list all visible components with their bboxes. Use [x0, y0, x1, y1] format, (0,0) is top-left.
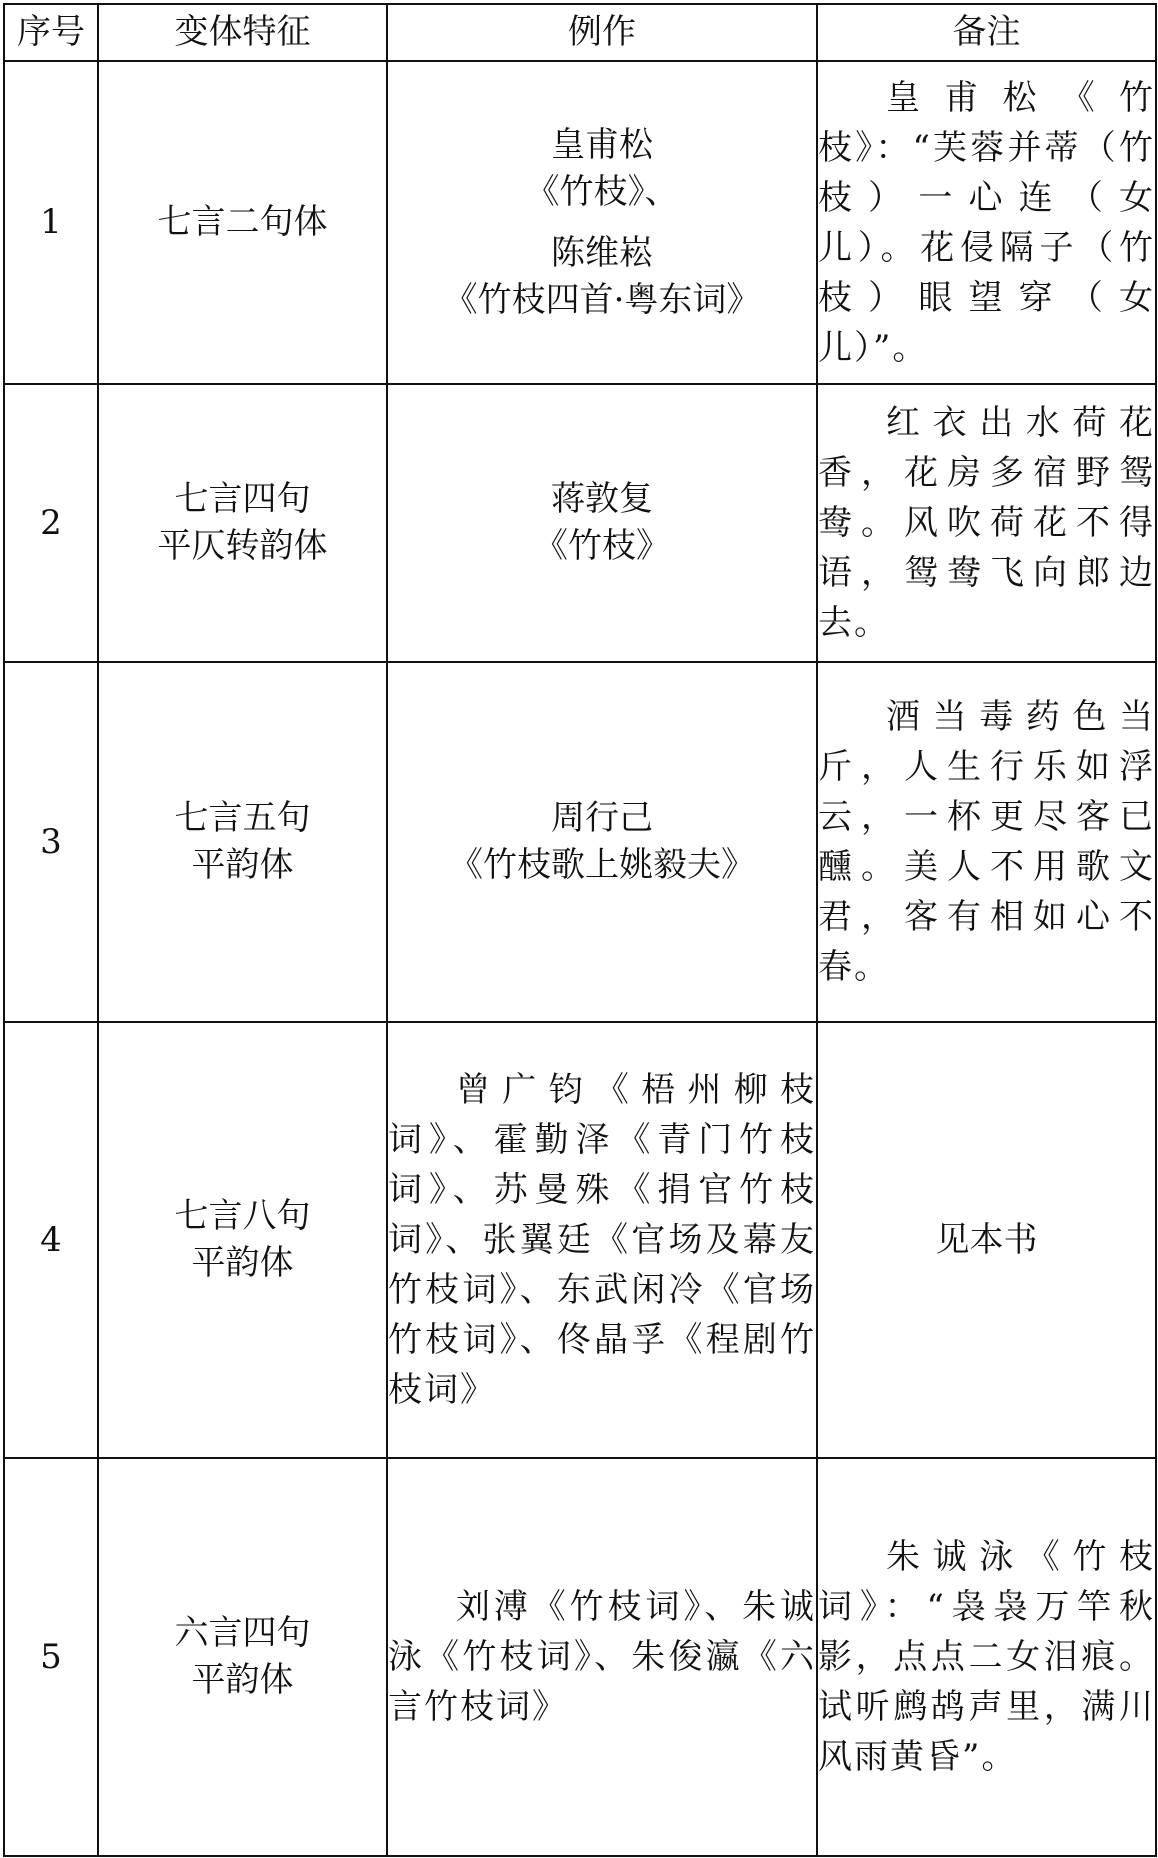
- header-feature: 变体特征: [98, 4, 387, 61]
- row-index: 4: [4, 1022, 98, 1458]
- row-example: [387, 662, 817, 1022]
- row-note: 皇甫松《竹枝》：“芙蓉并蒂（竹枝）一心连（女儿）。花侵隔子（竹枝）眼望穿（女儿）”。: [818, 77, 1155, 368]
- example-line: 蒋敦复: [551, 479, 653, 519]
- feature-line: 平韵体: [191, 1243, 294, 1283]
- variant-table: [3, 3, 1157, 1857]
- row-note: 见本书: [817, 1022, 1156, 1458]
- header-note: 备注: [817, 4, 1156, 61]
- feature-line: 七言四句: [174, 479, 311, 519]
- feature-line: 平仄转韵体: [157, 526, 328, 566]
- row-index: 1: [4, 61, 98, 384]
- row-feature: [98, 1458, 387, 1856]
- row-example: [387, 61, 817, 384]
- row-index: 2: [4, 384, 98, 662]
- feature-line: 七言八句: [174, 1196, 311, 1236]
- row-feature: [98, 384, 387, 662]
- example-line: 《竹枝》: [534, 526, 670, 566]
- feature-line: 平韵体: [191, 1660, 294, 1700]
- row-note-cell: [817, 662, 1156, 1022]
- feature-line: 七言五句: [174, 798, 311, 838]
- row-feature: 七言二句体: [98, 61, 387, 384]
- row-note-cell: [817, 61, 1156, 384]
- feature-line: 平韵体: [191, 845, 294, 885]
- example-line: 《竹枝歌上姚毅夫》: [449, 845, 755, 885]
- row-feature: [98, 1022, 387, 1458]
- example-line: 《竹枝四首·粤东词》: [443, 279, 761, 320]
- example-line: 陈维崧: [551, 232, 653, 273]
- row-example: [387, 384, 817, 662]
- row-index: 3: [4, 662, 98, 1022]
- feature-line: 六言四句: [174, 1613, 311, 1653]
- row-note: 酒当毒药色当斤，人生行乐如浮云，一杯更尽客已醺。美人不用歌文君，客有相如心不春。: [818, 697, 1155, 987]
- example-line: 周行己: [551, 798, 653, 838]
- table-row: [4, 61, 1156, 384]
- row-note-cell: [817, 384, 1156, 662]
- table-row: [4, 1022, 1156, 1458]
- table-row: [4, 384, 1156, 662]
- header-example: 例作: [387, 4, 817, 61]
- header-index: 序号: [4, 4, 98, 61]
- row-note: 朱诚泳《竹枝词》：“袅袅万竿秋影，点点二女泪痕。试听鹧鸪声里，满川风雨黄昏”。: [818, 1537, 1155, 1777]
- row-index: 5: [4, 1458, 98, 1856]
- row-example-cell: [387, 1022, 817, 1458]
- header-row: [4, 4, 1156, 61]
- row-note-cell: [817, 1458, 1156, 1856]
- row-example: 刘溥《竹枝词》、朱诚泳《竹枝词》、朱俊瀛《六言竹枝词》: [388, 1587, 816, 1727]
- row-example-cell: [387, 1458, 817, 1856]
- example-line: 皇甫松: [551, 124, 653, 165]
- example-line: 《竹枝》、: [525, 171, 679, 212]
- table-row: [4, 662, 1156, 1022]
- row-example: 曾广钧《梧州柳枝词》、霍勤泽《青门竹枝词》、苏曼殊《捐官竹枝词》、张翼廷《官场及幕友竹枝词》、东武闲冷《官场竹枝词》、佟晶孚《程剧竹枝词》: [388, 1070, 816, 1410]
- row-note: 红衣出水荷花香，花房多宿野鸳鸯。风吹荷花不得语，鸳鸯飞向郎边去。: [818, 403, 1155, 643]
- table-row: [4, 1458, 1156, 1856]
- row-feature: [98, 662, 387, 1022]
